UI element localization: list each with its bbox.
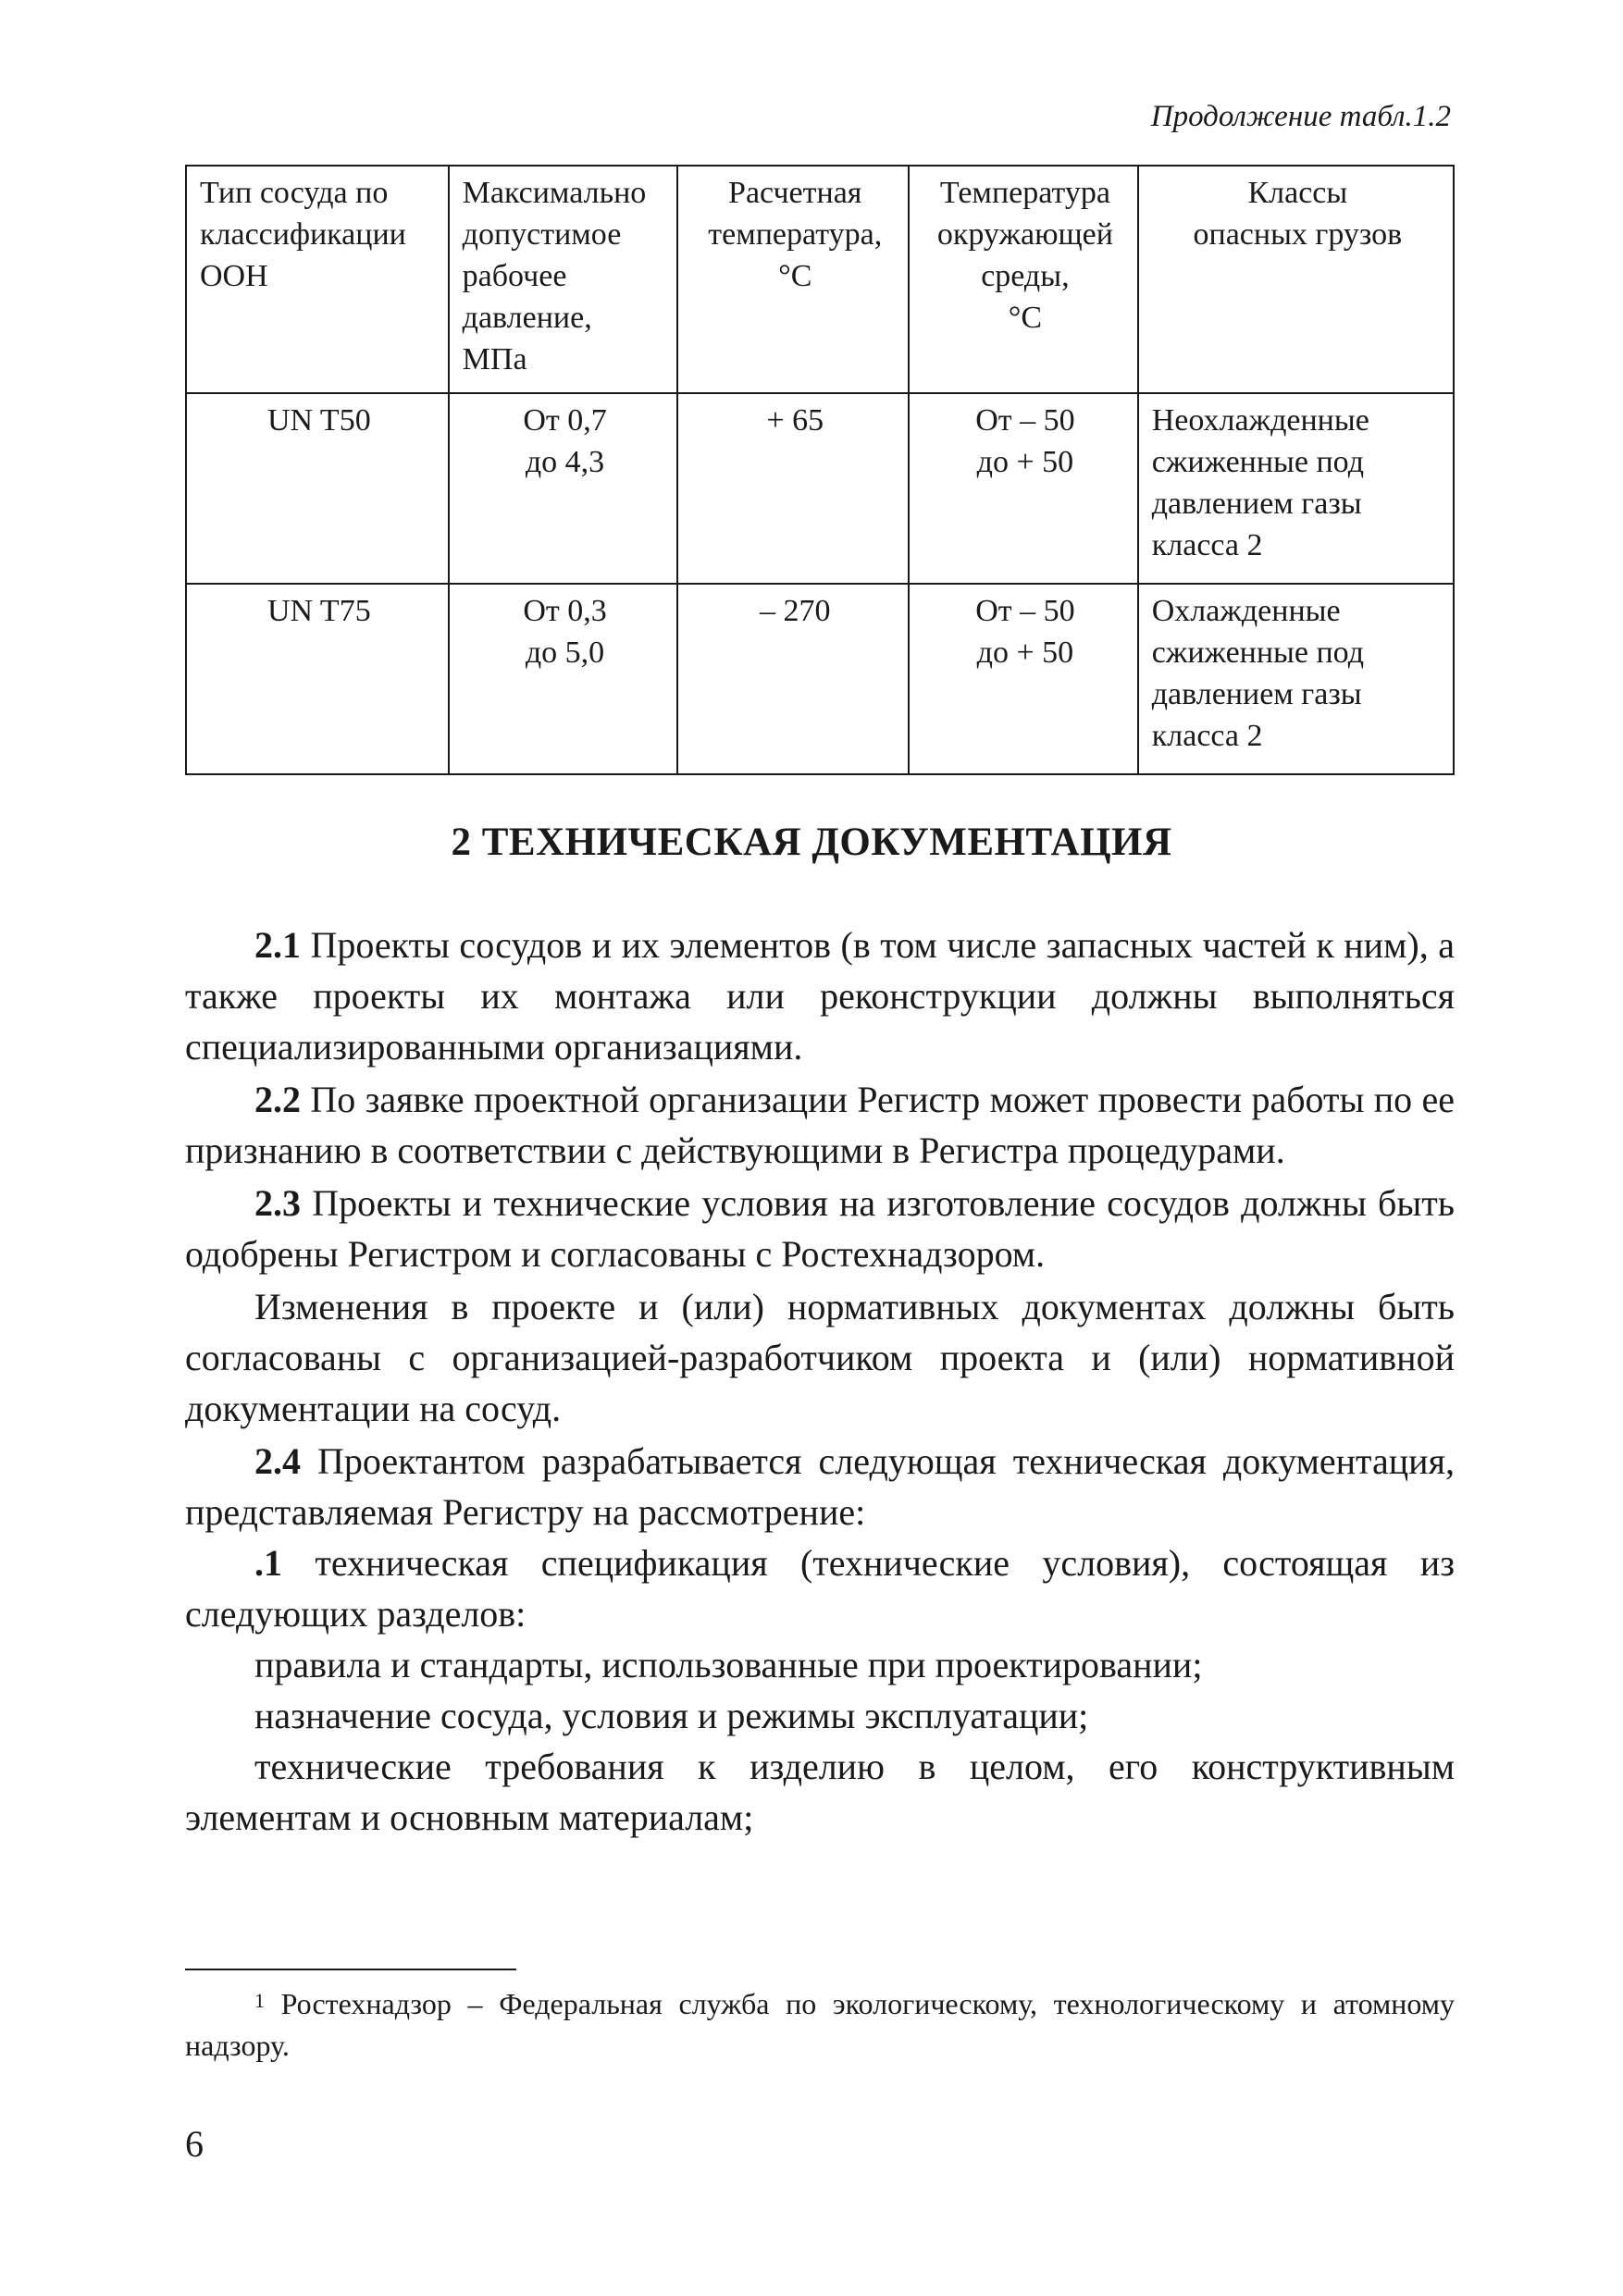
cell-text-line: давлением газы	[1151, 677, 1362, 711]
cell-text-line: до 4,3	[525, 445, 605, 479]
paragraph	[185, 1281, 1455, 1434]
cell-text-line: Температура	[939, 176, 1110, 210]
paragraph-text: Проекты и технические условия на изготовление сосудов должны быть одобрены Регистром и согласованы с Ростехнадзором.	[185, 1182, 1455, 1275]
cell-text-line: среды,	[981, 259, 1070, 293]
cell-design-temperature	[677, 584, 909, 774]
cell-dangerous-goods-class	[1138, 393, 1454, 584]
list-item-text: правила и стандарты, использованные при проектировании;	[254, 1644, 1203, 1685]
table-row	[186, 393, 1454, 584]
cell-text-line: классификации	[200, 217, 406, 252]
header-cell-design-temperature	[677, 166, 909, 393]
page-number: 6	[185, 2123, 204, 2165]
cell-text-line: Классы	[1247, 176, 1348, 210]
cell-text-line: сжиженные под	[1151, 445, 1365, 479]
paragraph	[185, 920, 1455, 1072]
cell-text-line: сжиженные под	[1151, 636, 1365, 670]
footnote-marker: 1	[254, 1989, 265, 2012]
cell-text-line: Охлажденные	[1151, 594, 1341, 628]
body-text	[185, 920, 1455, 1843]
paragraph	[185, 1436, 1455, 1537]
footnote	[185, 1983, 1455, 2067]
footnote-separator	[185, 1969, 516, 1970]
list-item	[185, 1639, 1455, 1690]
vessel-classification-table	[185, 165, 1455, 775]
cell-max-pressure	[449, 584, 678, 774]
cell-text-line: Расчетная	[728, 176, 862, 210]
cell-text-line: рабочее	[462, 259, 567, 293]
list-item-text: техническая спецификация (технические условия), состоящая из следующих разделов:	[185, 1542, 1455, 1635]
paragraph-text: Изменения в проекте и (или) нормативных документах должны быть согласованы с организацией-разработчиком проекта и (или) нормативной документации на сосуд.	[185, 1286, 1455, 1429]
cell-vessel-type	[186, 393, 449, 584]
cell-text-line: °С	[778, 259, 812, 293]
table-continuation-caption: Продолжение табл.1.2	[1150, 100, 1451, 133]
table-row	[186, 584, 1454, 774]
header-cell-max-pressure	[449, 166, 678, 393]
cell-text-line: От 0,7	[523, 403, 607, 438]
paragraph-number: 2.3	[254, 1182, 301, 1224]
cell-text-line: давление,	[462, 301, 592, 335]
paragraph-text: По заявке проектной организации Регистр может провести работы по ее признанию в соответствии с действующими в Регистра процедурами.	[185, 1079, 1455, 1171]
cell-text-line: Максимально	[462, 176, 647, 210]
cell-dangerous-goods-class	[1138, 584, 1454, 774]
cell-ambient-temperature	[909, 584, 1138, 774]
paragraph-text: Проекты сосудов и их элементов (в том числе запасных частей к ним), а также проекты их монтажа или реконструкции должны выполняться специализированными организациями.	[185, 924, 1455, 1068]
list-item	[185, 1690, 1455, 1741]
cell-text-line: От – 50	[975, 594, 1075, 628]
cell-vessel-type	[186, 584, 449, 774]
paragraph-number: 2.4	[254, 1440, 301, 1482]
cell-text-line: до 5,0	[525, 636, 605, 670]
paragraph	[185, 1074, 1455, 1176]
table-header-row	[186, 166, 1454, 393]
cell-text-line: UN T50	[266, 403, 371, 438]
header-cell-dangerous-goods-class	[1138, 166, 1454, 393]
cell-text-line: ООН	[200, 259, 268, 293]
list-item-number: .1	[254, 1542, 282, 1584]
cell-max-pressure	[449, 393, 678, 584]
list-item-text: технические требования к изделию в целом, его конструктивным элементам и основным материалам;	[185, 1746, 1455, 1838]
cell-text-line: класса 2	[1151, 528, 1263, 562]
cell-text-line: °С	[1008, 301, 1043, 335]
cell-text-line: От 0,3	[523, 594, 607, 628]
header-cell-ambient-temperature	[909, 166, 1138, 393]
list-item-text: назначение сосуда, условия и режимы эксплуатации;	[254, 1695, 1089, 1736]
list-item	[185, 1741, 1455, 1843]
cell-text-line: МПа	[462, 342, 527, 376]
cell-design-temperature	[677, 393, 909, 584]
paragraph	[185, 1178, 1455, 1279]
cell-text-line: – 270	[759, 594, 831, 628]
header-cell-vessel-type	[186, 166, 449, 393]
cell-text-line: до + 50	[976, 445, 1074, 479]
paragraph-number: 2.2	[254, 1079, 301, 1120]
cell-text-line: класса 2	[1151, 719, 1263, 753]
paragraph-number: 2.1	[254, 924, 301, 966]
cell-text-line: температура,	[708, 217, 883, 252]
cell-text-line: От – 50	[975, 403, 1075, 438]
cell-text-line: UN T75	[266, 594, 371, 628]
cell-text-line: окружающей	[936, 217, 1113, 252]
cell-text-line: допустимое	[462, 217, 622, 252]
cell-text-line: давлением газы	[1151, 487, 1362, 521]
cell-text-line: опасных грузов	[1193, 217, 1403, 252]
cell-text-line: Тип сосуда по	[200, 176, 389, 210]
cell-text-line: + 65	[766, 403, 824, 438]
paragraph-text: Проектантом разрабатывается следующая техническая документация, представляемая Регистру на рассмотрение:	[185, 1440, 1455, 1533]
cell-text-line: Неохлажденные	[1151, 403, 1369, 438]
list-item	[185, 1537, 1455, 1639]
cell-text-line: до + 50	[976, 636, 1074, 670]
section-heading: 2 ТЕХНИЧЕСКАЯ ДОКУМЕНТАЦИЯ	[451, 821, 1172, 864]
cell-ambient-temperature	[909, 393, 1138, 584]
footnote-text: Ростехнадзор – Федеральная служба по экологическому, технологическому и атомному надзору.	[185, 1987, 1455, 2062]
